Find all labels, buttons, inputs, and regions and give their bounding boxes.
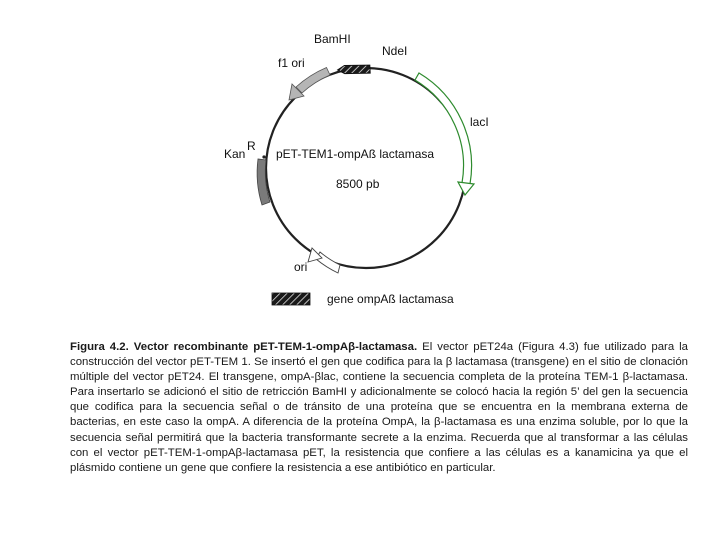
ndei-label: NdeI (382, 44, 408, 58)
figure-caption (70, 340, 688, 476)
laci-label: lacI (470, 115, 489, 129)
kan-superscript: R (247, 139, 256, 153)
f1-ori-segment (296, 68, 330, 94)
gene-segment (338, 65, 371, 74)
legend-label: gene ompAß lactamasa (327, 292, 454, 306)
caption-body: El vector pET24a (Figura 4.3) fue utilizado para la construcción del vector pET-TEM 1. Se insertó el gen que codifica para la β lactamasa (transgene) en el sitio de clonación múltiple del vector pET24. El transgene, ompA-βlac, contiene la secuencia completa de la proteína TEM-1 β-lactamasa. Para insertarlo se adicionó el sitio de retricción BamHI y adicionalmente se colocó hacia la región 5’ del gen la secuencia que codifica para la secuencia señal o de tránsito de una proteína que se encuentra en la membrana externa de bacterias, en este caso la ompA. A diferencia de la proteína OmpA, la β-lactamasa es una enzima soluble, por lo que la secuencia señal permitirá que la bacteria transformante secrete a la enzima. Recuerda que al transformar a las células con el vector pET-TEM-1-ompAβ-lactamasa pET, la resistencia que confiere a las células es a kanamicina ya que el plásmido contiene un gene que confiere la resistencia a ese antibiótico en particular. (70, 341, 688, 474)
f1-ori-label: f1 ori (278, 56, 305, 70)
bamhi-label: BamHI (314, 32, 351, 46)
caption-lead: Figura 4.2. Vector recombinante pET-TEM-1-ompAβ-lactamasa. (70, 341, 418, 353)
laci-segment (415, 73, 472, 184)
laci-arrowhead (458, 182, 474, 195)
plasmid-name-label: pET-TEM1-ompAß lactamasa (276, 147, 435, 161)
legend-swatch (272, 293, 310, 305)
plasmid-size-label: 8500 pb (336, 177, 380, 191)
kan-marker-dot (262, 155, 265, 158)
ori-label: ori (294, 260, 308, 274)
kan-label: Kan (224, 147, 246, 161)
